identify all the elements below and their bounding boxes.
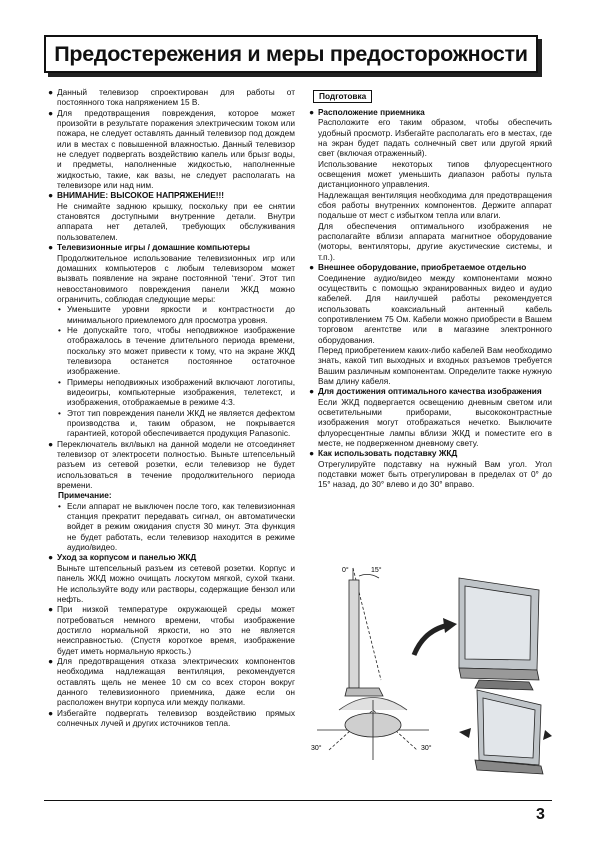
list-item: ● Телевизионные игры / домашние компьютеры xyxy=(48,242,250,253)
paragraph: Расположите его таким образом, чтобы обеспечить удобный просмотр. Избегайте располагать его в местах, где на экран будет падать солнечный свет или другой яркий свет (включая отраженный). xyxy=(318,117,552,159)
paragraph: Соединение аудио/видео между компонентами можно осуществить с помощью экранированных видео и аудио кабелей. Для наилучшей работы рекомендуется использовать коаксиальный антенный кабель сопротивлением 75 Ом. Кабели можно приобрести в Вашем торговом агентстве или в магазине электронного оборудования. xyxy=(318,272,552,345)
monitor-rotated-illustration xyxy=(475,690,543,774)
list-item: ● Для предотвращения повреждения, которое может произойти в результате поражения электрическим током или пожара, не следует оставлять данный телевизор под дождем или в местах с повышенной влажностью. Данный телевизор не следует подвергать воздействию капель или брызг воды, и предметы, наполненные жидкостью, наполненные жидкостью, такие, как вазы, не следует располагать на телевизоре или над ним. xyxy=(48,107,295,191)
stand-figures xyxy=(309,560,552,780)
sub-item: • Уменьшите уровни яркости и контрастности до минимального приемлемого для просмотра уровня. xyxy=(58,304,295,325)
list-item: ● Переключатель вкл/выкл на данной модели не отсоединяет телевизор от электросети полностью. Выньте штепсельный разъем из сетевой розетки, если телевизор не будет использоваться в течение продолжительного периода времени. xyxy=(48,438,295,491)
list-item: ● Расположение приемника xyxy=(309,107,425,117)
list-item: ● Для предотвращения отказа электрических компонентов необходима надлежащая вентиляция, рекомендуется оставлять щель не менее 10 см со всех сторон вокруг данного телевизионного приемника, даже если он расположен внутри корпуса или между полками. xyxy=(48,655,295,708)
list-item: ● Для достижения оптимального качества изображения xyxy=(309,386,542,397)
sub-item: • Примеры неподвижных изображений включают логотипы, видеоигры, компьютерные изображения, телетекст, и изображения, отображаемые в режиме 4:3. xyxy=(58,376,295,408)
page-number: 3 xyxy=(536,806,545,823)
paragraph: Отрегулируйте подставку на нужный Вам угол. Угол подставки может быть отрегулирован в пределах от 0° до 15° назад, до 30° влево и до 30° вправо. xyxy=(318,458,552,490)
note-heading: Примечание: xyxy=(58,490,112,501)
monitor-front-illustration xyxy=(459,578,539,690)
rotate-arrow-icon xyxy=(414,618,457,655)
side-view-illustration xyxy=(345,568,383,696)
footer-rule xyxy=(44,800,552,801)
list-item: ● Уход за корпусом и панелью ЖКД xyxy=(48,552,197,563)
paragraph: Перед приобретением каких-либо кабелей Вам необходимо знать, какой тип выходных и входных разъемов требуется Вашим различным компонентам. Определите также нужную Вам длину кабеля. xyxy=(318,344,552,386)
paragraph: Для обеспечения оптимального изображения не располагайте вблизи аппарата магнитное оборудование (моторы, вентиляторы, другие акустические системы, и т.п.). xyxy=(318,220,552,262)
list-item: ● Внешнее оборудование, приобретаемое отдельно xyxy=(309,262,527,273)
title-box xyxy=(44,35,538,73)
right-column xyxy=(309,87,552,490)
paragraph: Продолжительное использование телевизионных игр или домашних компьютеров с любым телевизором может вызвать появление на экране постоянной ‘тени’. Этот тип невосстановимого повреждения панели ЖКД можно ограничить, соблюдая следующие меры: xyxy=(57,252,295,304)
paragraph: Если ЖКД подвергается освещению дневным светом или осветительными приборами, высококонтрастные изображения могут отображаться нечетко. Выключите флуоресцентные лампы вблизи ЖКД и поместите его в месте, не подверженном дневному свету. xyxy=(318,396,552,448)
sub-item: • Этот тип повреждения панели ЖКД не является дефектом производства и, таким образом, не покрывается гарантией, которой обеспечивается продукция Panasonic. xyxy=(58,407,295,439)
list-item: ● Как использовать подставку ЖКД xyxy=(309,448,458,459)
paragraph: Использование некоторых типов флуоресцентного освещения может уменьшить диапазон работы пульта дистанционного управления. xyxy=(318,158,552,190)
list-item: ● При низкой температуре окружающей среды может потребоваться немного времени, чтобы изображение достигло нормальной яркости, но это не является неисправностью. (Спустя короткое время, изображение будет иметь нормальную яркость.) xyxy=(48,604,295,656)
angle-label-30-left: 30° xyxy=(311,745,322,752)
list-item: ● ВНИМАНИЕ: ВЫСОКОЕ НАПРЯЖЕНИЕ!!! xyxy=(48,190,225,201)
angle-label-30-right: 30° xyxy=(421,745,432,752)
section-tag: Подготовка xyxy=(313,90,372,103)
paragraph: Не снимайте заднюю крышку, поскольку при ее снятии становятся доступными внутренние детали. Внутри аппарата нет деталей, требующих обслуживания пользователем. xyxy=(57,200,295,242)
left-column xyxy=(48,87,295,728)
paragraph: Выньте штепсельный разъем из сетевой розетки. Корпус и панель ЖКД можно очищать лоскутом мягкой, сухой ткани. Не используйте воду или растворы, содержащие бензол или нефть. xyxy=(57,562,295,604)
sub-item: • Не допускайте того, чтобы неподвижное изображение отображалось в течение длительного периода времени, поскольку это может привести к тому, что на экране ЖКД телевизора останется постоянное остаточное изображение. xyxy=(58,324,295,377)
angle-label-15: 15° xyxy=(371,567,382,574)
paragraph: Надлежащая вентиляция необходима для предотвращения сбоя работы внутренних компонентов. Держите аппарат подальше от мест с избытком тепла или влаги. xyxy=(318,189,552,221)
angle-label-0: 0° xyxy=(342,567,349,574)
list-item: ● Избегайте подвергать телевизор воздействию прямых солнечных лучей и других источников тепла. xyxy=(48,707,295,728)
sub-item: • Если аппарат не выключен после того, как телевизионная станция прекратит передавать сигнал, он автоматически войдет в режим ожидания спустя 30 минут. Эта функция не будет работать, если телевизор находится в режиме аудио/видео. xyxy=(58,500,295,553)
rotate-left-arrow-icon xyxy=(459,728,471,738)
list-item: ● Данный телевизор спроектирован для работы от постоянного тока напряжением 15 В. xyxy=(48,87,295,108)
top-view-illustration xyxy=(317,698,429,761)
page-title: Предостережения и меры предосторожности xyxy=(54,41,528,66)
rotate-right-arrow-icon xyxy=(543,730,552,740)
